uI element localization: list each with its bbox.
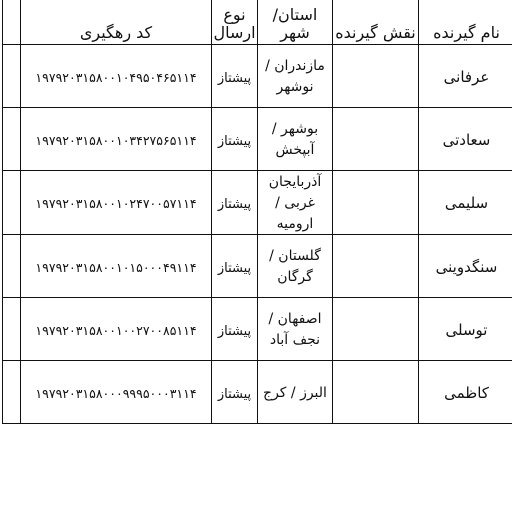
tracking-code: ۱۹۷۹۲۰۳۱۵۸۰۰۱۰۴۹۵۰۴۶۵۱۱۴ bbox=[35, 69, 197, 85]
city-cell bbox=[258, 108, 333, 171]
recipient-name-cell bbox=[419, 235, 512, 298]
tracking-code-cell bbox=[21, 361, 212, 424]
header-province-city: استان/ شهر bbox=[258, 0, 333, 45]
province-city: آذربایجان غربی / ارومیه bbox=[268, 174, 322, 232]
shipping-type: پیشتاز bbox=[217, 386, 252, 402]
edge-cell bbox=[3, 298, 21, 361]
header-recipient-name: نام گیرنده bbox=[419, 0, 512, 45]
shipping-type: پیشتاز bbox=[217, 133, 252, 149]
recipient-name-cell bbox=[419, 108, 512, 171]
recipient-name-cell bbox=[419, 361, 512, 424]
recipient-name-cell bbox=[419, 171, 512, 235]
shipping-type-cell bbox=[212, 361, 258, 424]
table-header-row bbox=[3, 0, 512, 45]
edge-cell bbox=[3, 45, 21, 108]
table-row bbox=[3, 361, 512, 424]
edge-cell bbox=[3, 171, 21, 235]
city-cell bbox=[258, 171, 333, 235]
shipping-type-cell bbox=[212, 171, 258, 235]
province-city: مازندران / نوشهر bbox=[265, 58, 325, 95]
recipient-sign-cell bbox=[333, 108, 419, 171]
recipient-name-cell bbox=[419, 45, 512, 108]
province-city: بوشهر / آبپخش bbox=[271, 121, 319, 158]
recipient-sign-cell bbox=[333, 171, 419, 235]
recipient-name: توسلی bbox=[445, 320, 488, 339]
city-cell bbox=[258, 45, 333, 108]
header-edge-cell bbox=[3, 0, 21, 45]
recipient-name: سعادتی bbox=[442, 130, 491, 149]
shipping-type: پیشتاز bbox=[217, 323, 252, 339]
tracking-code: ۱۹۷۹۲۰۳۱۵۸۰۰۱۰۰۲۷۰۰۸۵۱۱۴ bbox=[35, 322, 197, 338]
edge-cell bbox=[3, 361, 21, 424]
header-recipient-sign: نقش گیرنده bbox=[333, 0, 419, 45]
province-city: اصفهان / نجف آباد bbox=[268, 311, 322, 348]
tracking-code-cell bbox=[21, 108, 212, 171]
table-row bbox=[3, 171, 512, 235]
province-city: البرز / کرج bbox=[263, 384, 327, 401]
shipping-type: پیشتاز bbox=[217, 260, 252, 276]
table-row bbox=[3, 45, 512, 108]
tracking-code: ۱۹۷۹۲۰۳۱۵۸۰۰۱۰۳۴۲۷۵۶۵۱۱۴ bbox=[35, 132, 197, 148]
recipient-name: عرفانی bbox=[443, 67, 490, 86]
province-city: گلستان / گرگان bbox=[269, 248, 321, 285]
table-row bbox=[3, 298, 512, 361]
tracking-code: ۱۹۷۹۲۰۳۱۵۸۰۰۱۰۲۴۷۰۰۵۷۱۱۴ bbox=[35, 196, 197, 211]
tracking-code-cell bbox=[21, 171, 212, 235]
tracking-code-cell bbox=[21, 298, 212, 361]
recipient-sign-cell bbox=[333, 361, 419, 424]
tracking-code-cell bbox=[21, 45, 212, 108]
shipment-table bbox=[2, 0, 512, 424]
tracking-code: ۱۹۷۹۲۰۳۱۵۸۰۰۰۹۹۹۵۰۰۰۳۱۱۴ bbox=[35, 385, 197, 401]
shipping-type-cell bbox=[212, 298, 258, 361]
shipping-type-cell bbox=[212, 45, 258, 108]
tracking-code-cell bbox=[21, 235, 212, 298]
recipient-name: کاظمی bbox=[444, 383, 489, 402]
shipping-type: پیشتاز bbox=[217, 70, 252, 86]
city-cell bbox=[258, 298, 333, 361]
shipping-type: پیشتاز bbox=[217, 197, 252, 212]
recipient-sign-cell bbox=[333, 298, 419, 361]
recipient-name: سنگدوینی bbox=[435, 257, 498, 276]
table-row bbox=[3, 108, 512, 171]
header-tracking-code: کد رهگیری bbox=[21, 0, 212, 45]
recipient-name: سلیمی bbox=[444, 194, 489, 212]
header-shipping-type: نوع ارسال bbox=[212, 0, 258, 45]
edge-cell bbox=[3, 108, 21, 171]
city-cell bbox=[258, 235, 333, 298]
recipient-name-cell bbox=[419, 298, 512, 361]
recipient-sign-cell bbox=[333, 45, 419, 108]
city-cell bbox=[258, 361, 333, 424]
shipping-type-cell bbox=[212, 235, 258, 298]
recipient-sign-cell bbox=[333, 235, 419, 298]
shipping-type-cell bbox=[212, 108, 258, 171]
table-row bbox=[3, 235, 512, 298]
edge-cell bbox=[3, 235, 21, 298]
tracking-code: ۱۹۷۹۲۰۳۱۵۸۰۰۱۰۱۵۰۰۰۴۹۱۱۴ bbox=[35, 259, 197, 275]
